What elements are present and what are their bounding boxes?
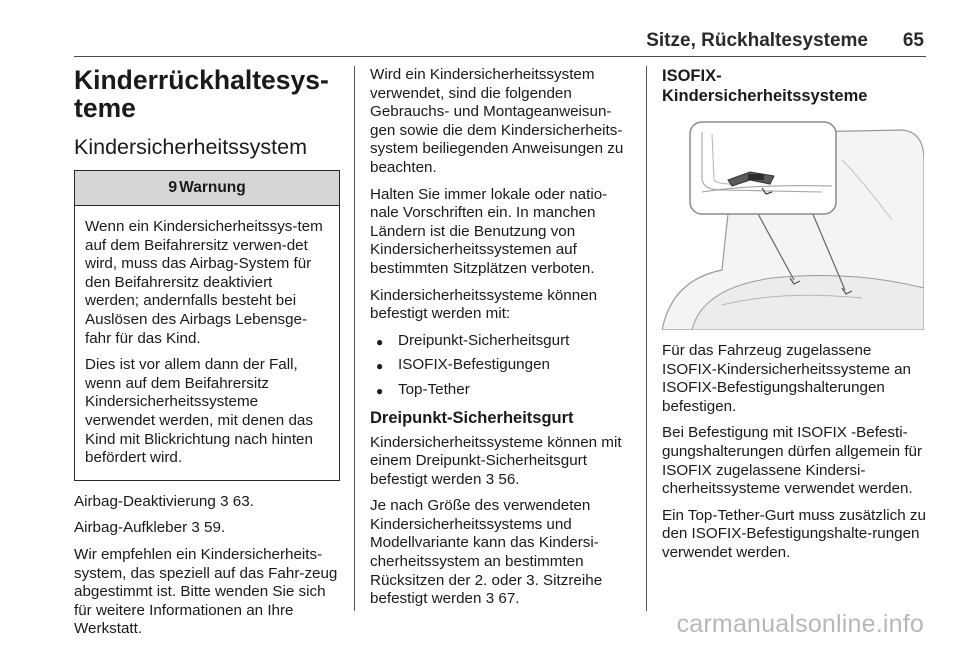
list-item: ● ISOFIX-Befestigungen <box>370 356 632 375</box>
subsection-heading: Kindersicherheitssystem <box>74 135 308 159</box>
body-paragraph: Für das Fahrzeug zugelassene ISOFIX-Kindersicherheitssysteme an ISOFIX-Befestigungshalterungen befestigen. <box>662 342 911 415</box>
column-1 <box>74 66 344 647</box>
page-ref-arrow-icon: 3 <box>485 590 495 608</box>
warning-body <box>75 206 339 480</box>
column-divider <box>646 66 647 611</box>
warning-paragraph: Dies ist vor allem dann der Fall, wenn auf dem Beifahrersitz Kindersicherheitssysteme verwendet werden, mit denen das Kind mit Blickrichtung nach hinten befördert wird. <box>85 356 313 467</box>
section-heading: Kinderrückhaltesys- teme <box>74 65 329 123</box>
reference-airbag-label[interactable]: Airbag-Aufkleber 3 59. <box>74 519 226 537</box>
warning-header <box>75 171 339 206</box>
body-paragraph: Kindersicherheitssysteme können mit einem Dreipunkt-Sicherheitsgurt befestigt werden 3 56. <box>370 433 622 488</box>
body-paragraph: Halten Sie immer lokale oder natio-nale Vorschriften ein. In manchen Ländern ist die Benutzung von Kindersicherheitssystemen auf bestimmten Sitzplätzen verboten. <box>370 185 608 277</box>
body-paragraph: Kindersicherheitssysteme können befestigt werden mit: <box>370 286 598 323</box>
warning-paragraph: Wenn ein Kindersicherheitssys-tem auf dem Beifahrersitz verwen-det wird, muss das Airbag-System für den Beifahrersitz deaktiviert werden; andernfalls besteht bei Auslösen des Airbags Lebensge-fahr für das Kind. <box>85 218 323 347</box>
warning-box <box>74 170 340 481</box>
warning-title: Warnung <box>179 179 246 196</box>
header-rule <box>74 56 926 57</box>
page-ref[interactable]: 56. <box>498 470 520 488</box>
page-ref-arrow-icon: 3 <box>485 470 495 488</box>
subsection-heading: Dreipunkt-Sicherheitsgurt <box>370 408 574 427</box>
bullet-list <box>370 332 632 400</box>
body-paragraph: Je nach Größe des verwendeten Kindersicherheitssystems und Modellvariante kann das Kindersi-cherheitssystem an bestimmten Rücksitzen der 2. oder 3. Sitzreihe befestigt werden 3 67. <box>370 497 603 608</box>
page-ref-arrow-icon: 3 <box>191 519 200 537</box>
watermark: carmanualsonline.info <box>676 610 924 638</box>
header-title: Sitze, Rückhaltesysteme <box>646 30 868 51</box>
page-ref[interactable]: 67. <box>498 590 520 608</box>
body-paragraph: Wir empfehlen ein Kindersicherheits-system, das speziell auf das Fahr-zeug abgestimmt ist. Bitte wenden Sie sich für weitere Informationen an Ihre Werkstatt. <box>74 545 338 638</box>
column-3 <box>662 66 930 571</box>
body-paragraph: Wird ein Kindersicherheitssystem verwendet, sind die folgenden Gebrauchs- und Montageanweisun-gen sowie die dem Kindersicherheits-system beiliegenden Anweisungen zu beachten. <box>370 66 624 176</box>
page-ref-arrow-icon: 3 <box>220 492 229 510</box>
section-heading: ISOFIX- Kindersicherheitssysteme <box>662 67 868 105</box>
isofix-seat-illustration <box>662 120 924 330</box>
warning-triangle-icon: 9 <box>168 179 178 196</box>
body-paragraph: Bei Befestigung mit ISOFIX -Befesti-gungshalterungen dürfen allgemein für ISOFIX zugelassene Kindersi-cherheitssysteme verwendet werden. <box>662 424 923 498</box>
column-2 <box>370 66 632 617</box>
list-item: ● Top-Tether <box>370 381 632 400</box>
list-item: ● Dreipunkt-Sicherheitsgurt <box>370 332 632 351</box>
reference-airbag-deactivation[interactable]: Airbag-Deaktivierung 3 63. <box>74 492 254 510</box>
column-divider <box>354 66 355 611</box>
page-number: 65 <box>902 30 924 51</box>
body-paragraph: Ein Top-Tether-Gurt muss zusätzlich zu den ISOFIX-Befestigungshalte-rungen verwendet werden. <box>662 506 926 561</box>
